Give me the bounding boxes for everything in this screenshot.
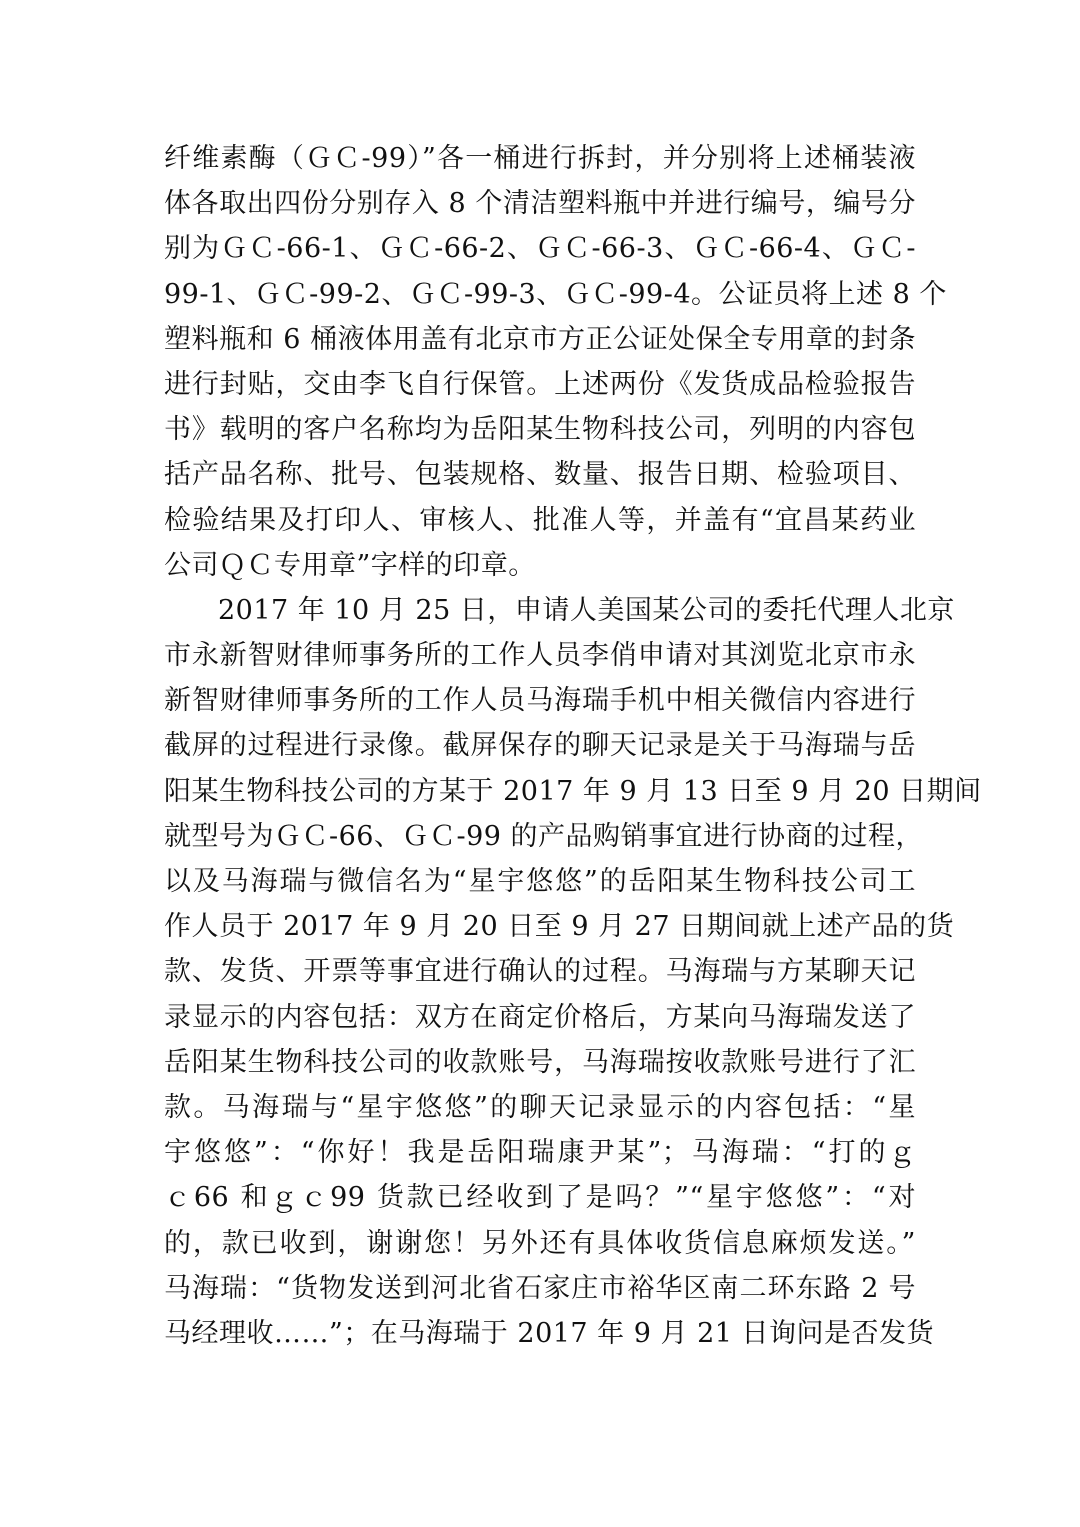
text-line: 马经理收……”；在马海瑞于 2017 年 9 月 21 日询问是否发货 xyxy=(164,1317,935,1349)
text-line: 检验结果及打印人、审核人、批准人等，并盖有“宜昌某药业 xyxy=(164,504,916,536)
text-line: 括产品名称、批号、包装规格、数量、报告日期、检验项目、 xyxy=(164,459,916,491)
document-body xyxy=(164,136,982,1356)
text-line: 的，款已收到，谢谢您！另外还有具体收货信息麻烦发送。” xyxy=(164,1227,916,1259)
text-line: 进行封贴，交由李飞自行保管。上述两份《发货成品检验报告 xyxy=(164,368,916,400)
text-line: 阳某生物科技公司的方某于 2017 年 9 月 13 日至 9 月 20 日期间 xyxy=(164,775,982,807)
text-line: ｃ66 和ｇｃ99 货款已经收到了是吗？”“星宇悠悠”：“对 xyxy=(164,1182,916,1214)
text-line: 体各取出四份分别存入 8 个清洁塑料瓶中并进行编号，编号分 xyxy=(164,188,916,220)
text-line: 99-1、ＧＣ-99-2、ＧＣ-99-3、ＧＣ-99-4。公证员将上述 8 个 xyxy=(164,278,947,310)
text-line: 作人员于 2017 年 9 月 20 日至 9 月 27 日期间就上述产品的货 xyxy=(164,911,955,943)
text-line: 别为ＧＣ-66-1、ＧＣ-66-2、ＧＣ-66-3、ＧＣ-66-4、ＧＣ- xyxy=(164,233,916,265)
text-line: 录显示的内容包括：双方在商定价格后，方某向马海瑞发送了 xyxy=(164,1001,916,1033)
text-line: 以及马海瑞与微信名为“星宇悠悠”的岳阳某生物科技公司工 xyxy=(164,866,916,897)
text-line: 岳阳某生物科技公司的收款账号，马海瑞按收款账号进行了汇 xyxy=(164,1046,916,1078)
paragraph-1 xyxy=(164,136,947,588)
text-line: 塑料瓶和 6 桶液体用盖有北京市方正公证处保全专用章的封条 xyxy=(164,323,916,355)
paragraph-2 xyxy=(164,588,982,1356)
text-line: 马海瑞：“货物发送到河北省石家庄市裕华区南二环东路 2 号 xyxy=(164,1272,916,1304)
text-line: 新智财律师事务所的工作人员马海瑞手机中相关微信内容进行 xyxy=(164,685,916,717)
text-line: 公司ＱＣ专用章”字样的印章。 xyxy=(164,549,536,581)
text-line: 2017 年 10 月 25 日，申请人美国某公司的委托代理人北京 xyxy=(218,594,955,626)
text-line: 书》载明的客户名称均为岳阳某生物科技公司，列明的内容包 xyxy=(164,414,916,446)
text-line: 宇悠悠”：“你好！我是岳阳瑞康尹某”；马海瑞：“打的ｇ xyxy=(164,1137,916,1169)
text-line: 市永新智财律师事务所的工作人员李俏申请对其浏览北京市永 xyxy=(164,640,916,672)
text-line: 款、发货、开票等事宜进行确认的过程。马海瑞与方某聊天记 xyxy=(164,956,916,988)
text-line: 纤维素酶（ＧＣ-99）”各一桶进行拆封，并分别将上述桶装液 xyxy=(164,143,916,174)
text-line: 款。马海瑞与“星宇悠悠”的聊天记录显示的内容包括：“星 xyxy=(164,1091,916,1123)
text-line: 截屏的过程进行录像。截屏保存的聊天记录是关于马海瑞与岳 xyxy=(164,730,916,762)
text-line: 就型号为ＧＣ-66、ＧＣ-99 的产品购销事宜进行协商的过程， xyxy=(164,820,924,852)
